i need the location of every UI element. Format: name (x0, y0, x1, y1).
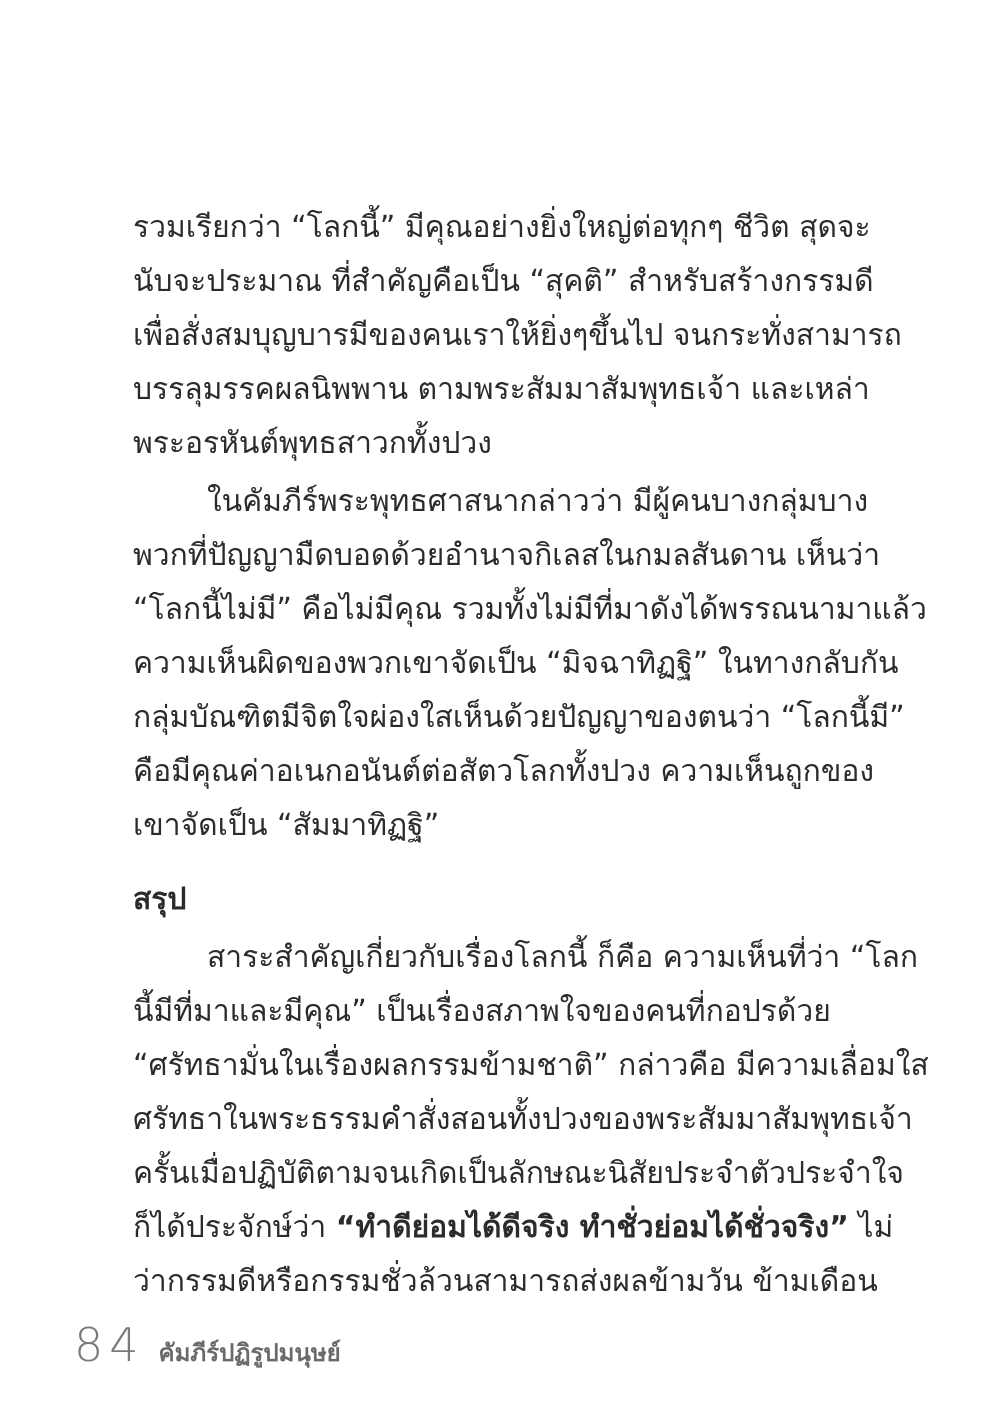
text-before-emphasis: ก็ได้ประจักษ์ว่า (133, 1210, 327, 1245)
paragraph-line: กลุ่มบัณฑิตมีจิตใจผ่องใสเห็นด้วยปัญญาของตนว่า “โลกนี้มี” (133, 700, 905, 735)
paragraph-line: สาระสำคัญเกี่ยวกับเรื่องโลกนี้ ก็คือ ความเห็นที่ว่า “โลก (207, 940, 919, 975)
paragraph-line-with-emphasis (133, 1208, 894, 1254)
text-after-emphasis: ไม่ (858, 1210, 894, 1245)
paragraph-line: คือมีคุณค่าอเนกอนันต์ต่อสัตวโลกทั้งปวง ความเห็นถูกของ (133, 754, 875, 789)
paragraph-line: “โลกนี้ไม่มี” คือไม่มีคุณ รวมทั้งไม่มีที่มาดังได้พรรณนามาแล้ว (133, 592, 927, 627)
paragraph-line: “ศรัทธามั่นในเรื่องผลกรรมข้ามชาติ” กล่าวคือ มีความเลื่อมใส (133, 1048, 929, 1083)
paragraph-line: พวกที่ปัญญามืดบอดด้วยอำนาจกิเลสในกมลสันดาน เห็นว่า (133, 538, 881, 573)
paragraph-line: ว่ากรรมดีหรือกรรมชั่วล้วนสามารถส่งผลข้ามวัน ข้ามเดือน (133, 1264, 878, 1299)
paragraph-line: เพื่อสั่งสมบุญบารมีของคนเราให้ยิ่งๆขึ้นไป จนกระทั่งสามารถ (133, 318, 902, 353)
emphasized-quote: “ทำดีย่อมได้ดีจริง ทำชั่วย่อมได้ชั่วจริง” (335, 1210, 849, 1245)
book-title: คัมภีร์ปฏิรูปมนุษย์ (158, 1339, 341, 1367)
paragraph-line: นี้มีที่มาและมีคุณ” เป็นเรื่องสภาพใจของคนที่กอปรด้วย (133, 994, 831, 1029)
section-heading: สรุป (133, 882, 187, 917)
paragraph-line: พระอรหันต์พุทธสาวกทั้งปวง (133, 426, 492, 461)
paragraph-line: ครั้นเมื่อปฏิบัติตามจนเกิดเป็นลักษณะนิสัยประจำตัวประจำใจ (133, 1156, 904, 1191)
paragraph-line: เขาจัดเป็น “สัมมาทิฏฐิ” (133, 808, 440, 843)
paragraph-line: ในคัมภีร์พระพุทธศาสนากล่าวว่า มีผู้คนบางกลุ่มบาง (207, 484, 869, 519)
paragraph-line: ศรัทธาในพระธรรมคำสั่งสอนทั้งปวงของพระสัมมาสัมพุทธเจ้า (133, 1102, 913, 1137)
page-number: 84 (74, 1318, 145, 1372)
paragraph-line: รวมเรียกว่า “โลกนี้” มีคุณอย่างยิ่งใหญ่ต่อทุกๆ ชีวิต สุดจะ (133, 210, 871, 245)
page-footer (74, 1318, 341, 1374)
paragraph-line: นับจะประมาณ ที่สำคัญคือเป็น “สุคติ” สำหรับสร้างกรรมดี (133, 264, 874, 299)
paragraph-line: ความเห็นผิดของพวกเขาจัดเป็น “มิจฉาทิฏฐิ” ในทางกลับกัน (133, 646, 899, 681)
paragraph-line: บรรลุมรรคผลนิพพาน ตามพระสัมมาสัมพุทธเจ้า และเหล่า (133, 372, 870, 407)
